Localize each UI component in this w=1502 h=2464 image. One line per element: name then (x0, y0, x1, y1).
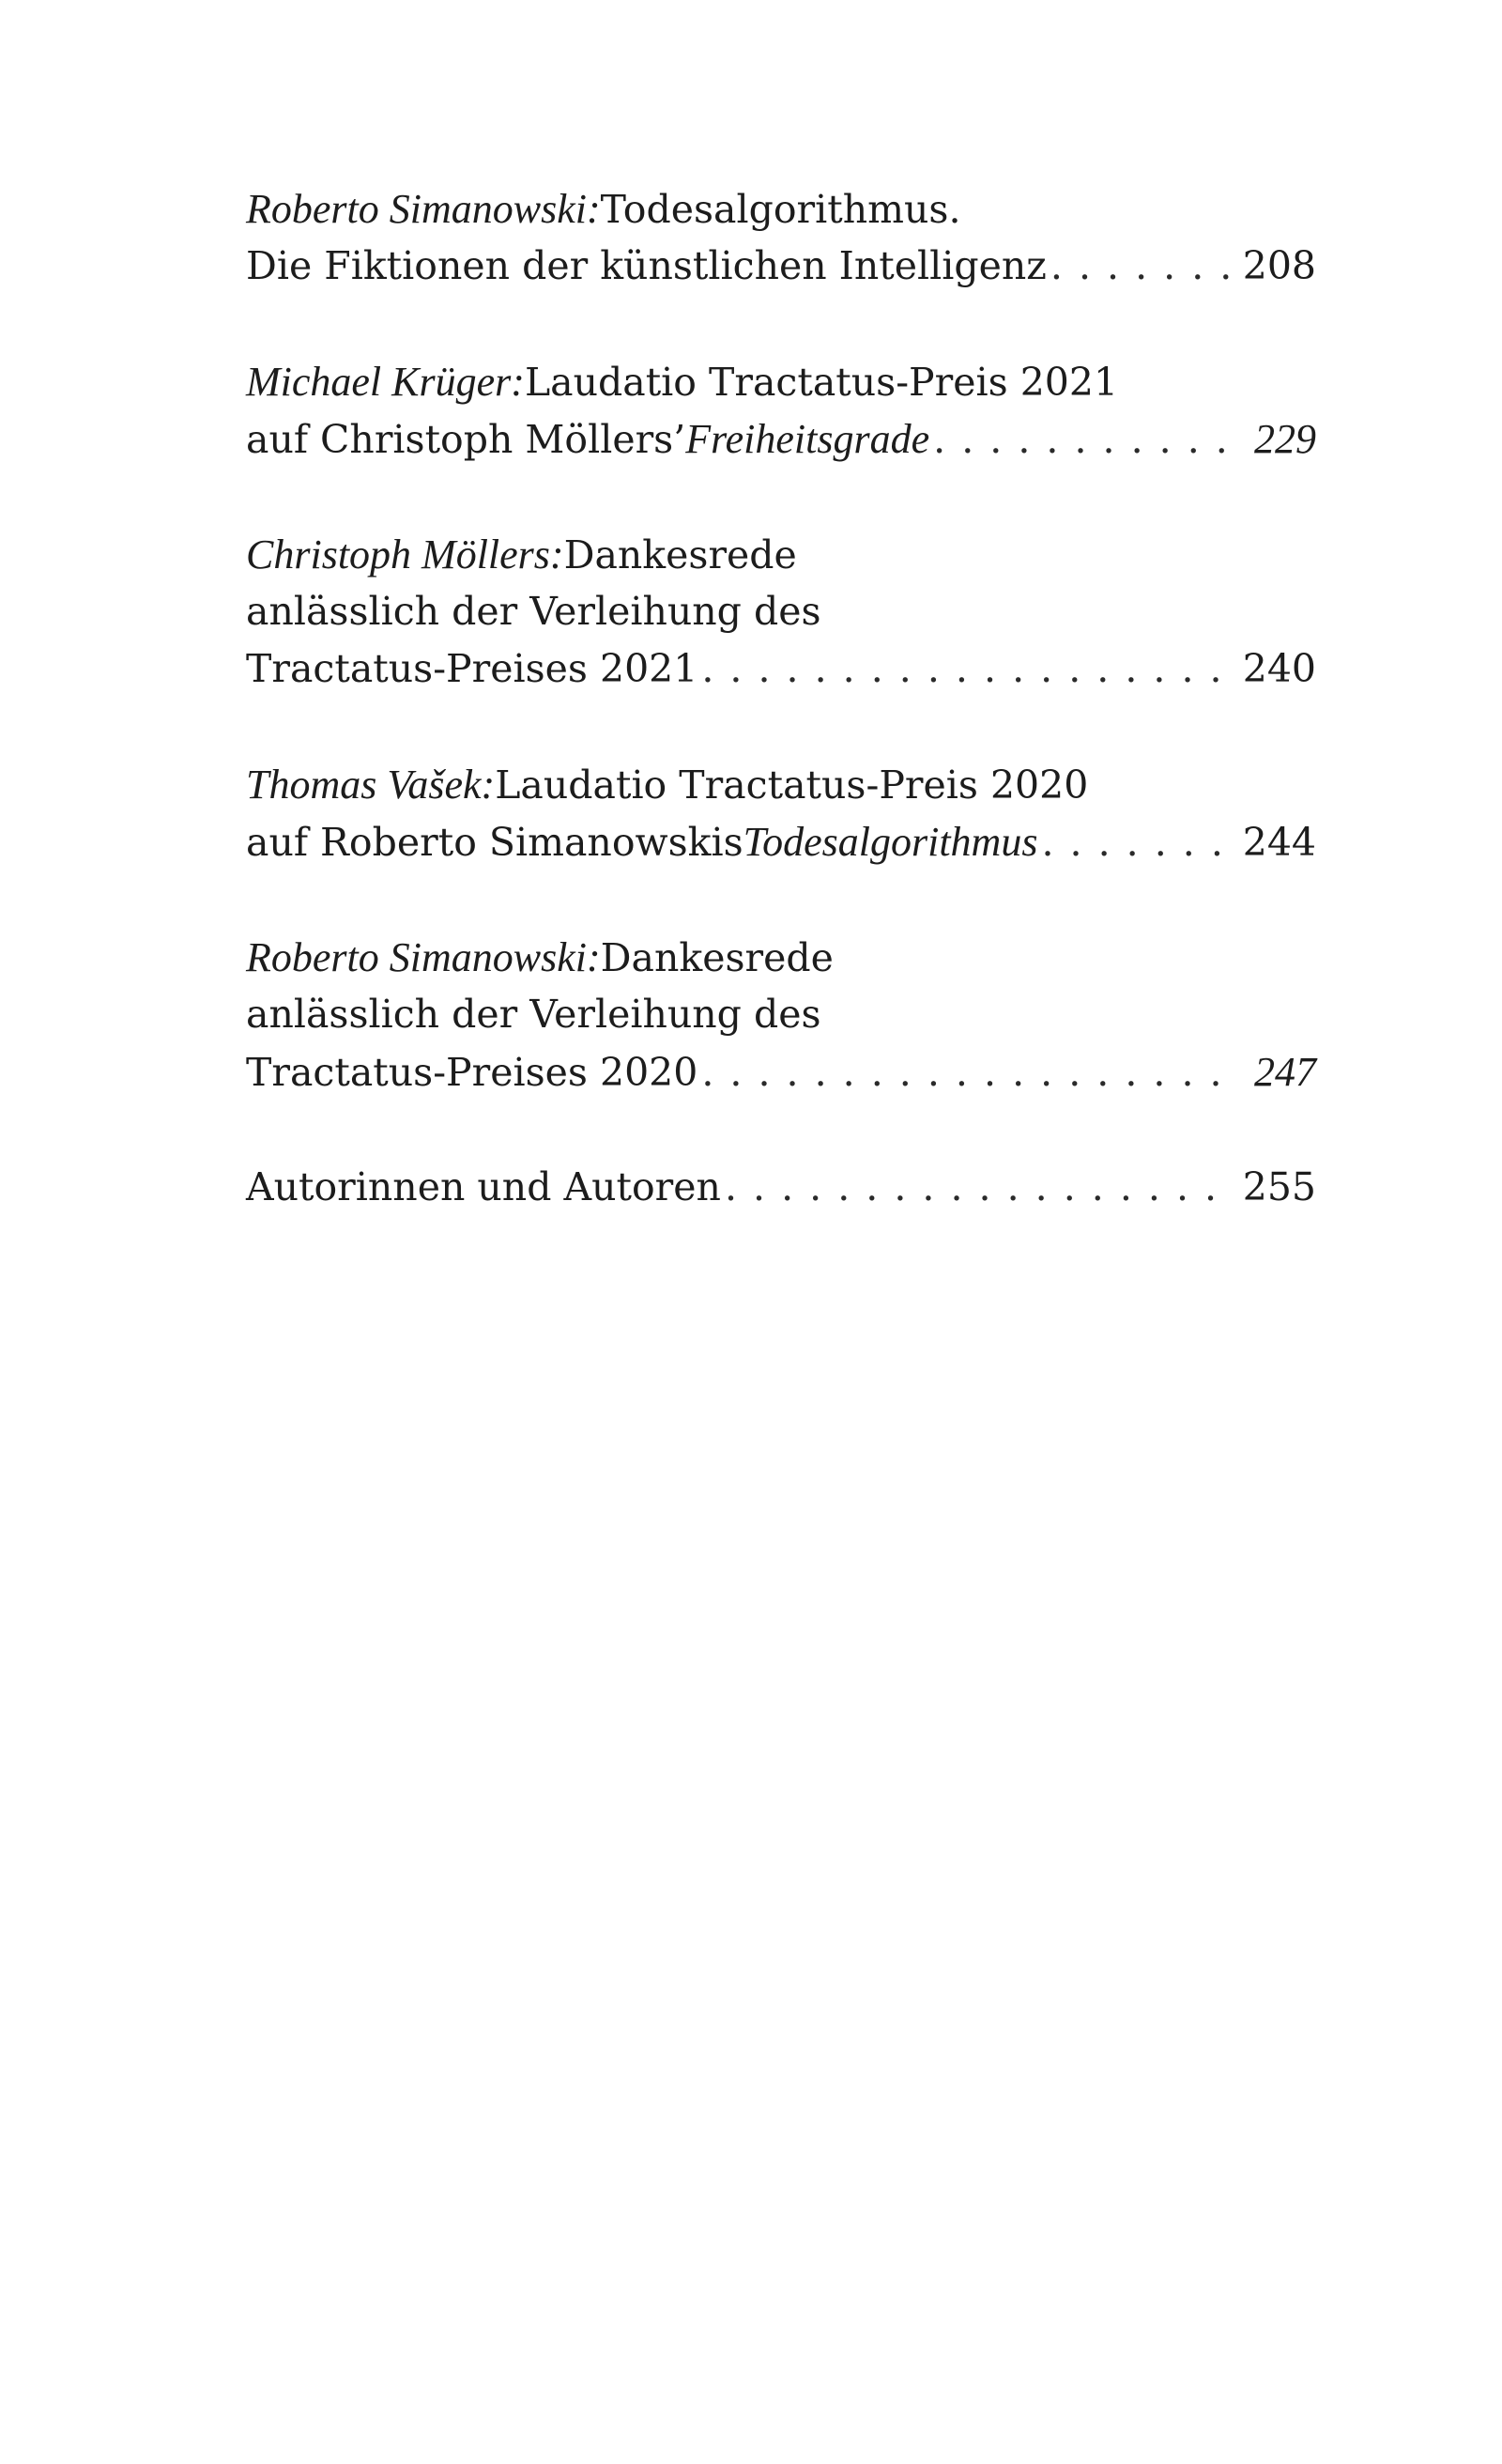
toc-page-number: 255 (1242, 1164, 1316, 1209)
toc-line (246, 238, 1316, 295)
toc-title: Dankesrede (600, 935, 834, 980)
toc-title: Laudatio Tractatus-Preis 2020 (495, 762, 1089, 808)
toc-entry-dankesrede-2020[interactable] (246, 929, 1316, 1101)
toc-entry-todesalgorithmus[interactable] (246, 180, 1316, 295)
toc-title: anlässlich der Verleihung des (246, 589, 821, 634)
toc-line (246, 1159, 1316, 1216)
toc-entry-laudatio-2021[interactable] (246, 353, 1316, 468)
toc-title: anlässlich der Verleihung des (246, 992, 821, 1037)
toc-title: Tractatus-Preises 2021 (246, 646, 698, 691)
toc-title-italic: Todesalgorithmus (743, 819, 1038, 865)
toc-leader-dots (725, 1159, 1234, 1216)
toc-title-italic: Freiheitsgrade (685, 416, 930, 462)
toc-line (246, 813, 1316, 870)
toc-author: Thomas Vašek: (246, 762, 496, 808)
toc-title: auf Christoph Möllers’ (246, 417, 686, 462)
toc-line (246, 353, 1316, 410)
toc-leader-dots (701, 1044, 1234, 1101)
toc-page-number: 240 (1242, 646, 1316, 691)
toc-line (246, 583, 1316, 640)
table-of-contents (246, 180, 1316, 1274)
toc-title: auf Roberto Simanowskis (246, 820, 743, 865)
toc-title: Dankesrede (563, 532, 797, 578)
toc-author: Roberto Simanowski: (246, 186, 601, 232)
toc-author: Roberto Simanowski: (246, 934, 601, 980)
toc-page-number: 244 (1242, 820, 1316, 865)
toc-entry-dankesrede-2021[interactable] (246, 526, 1316, 698)
toc-leader-dots (1041, 814, 1234, 871)
toc-author: Michael Krüger: (246, 359, 525, 405)
toc-line (246, 929, 1316, 986)
toc-page-number: 247 (1254, 1049, 1316, 1095)
toc-title: Tractatus-Preises 2020 (246, 1050, 698, 1095)
toc-line (246, 526, 1316, 583)
toc-leader-dots (701, 640, 1234, 698)
toc-author: Christoph Möllers: (246, 531, 564, 578)
toc-line (246, 180, 1316, 238)
toc-entry-autorinnen[interactable] (246, 1159, 1316, 1216)
toc-page-number: 229 (1254, 416, 1316, 462)
toc-page-number: 208 (1242, 243, 1316, 288)
toc-title: Todesalgorithmus. (600, 187, 961, 232)
toc-line (246, 410, 1316, 468)
toc-line (246, 640, 1316, 698)
toc-entry-laudatio-2020[interactable] (246, 756, 1316, 870)
toc-leader-dots (933, 411, 1234, 469)
toc-leader-dots (1050, 238, 1234, 295)
toc-line (246, 756, 1316, 813)
toc-line (246, 1043, 1316, 1101)
toc-title: Laudatio Tractatus-Preis 2021 (524, 360, 1119, 405)
toc-title: Autorinnen und Autoren (246, 1164, 721, 1209)
toc-title: Die Fiktionen der künstlichen Intelligenz (246, 243, 1047, 288)
toc-line (246, 986, 1316, 1043)
